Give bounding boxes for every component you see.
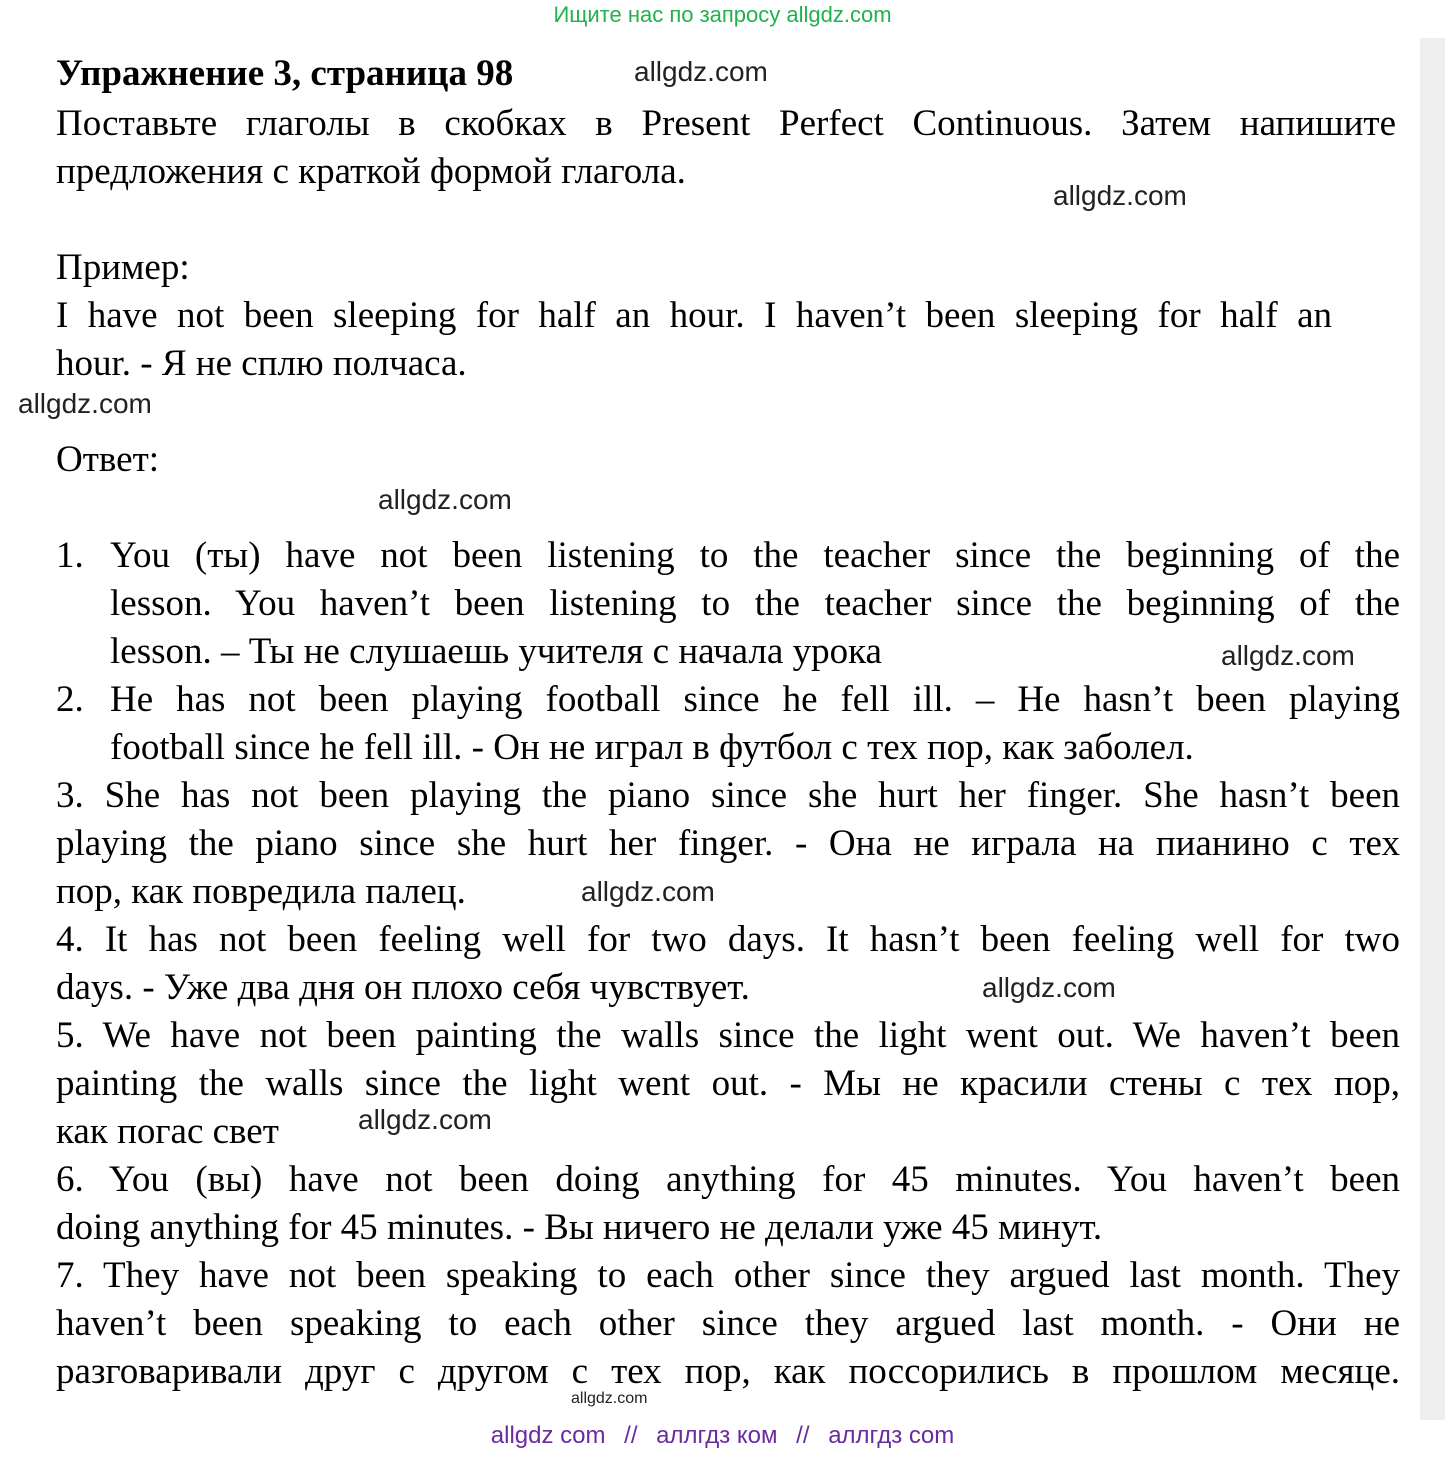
answer-line: doing anything for 45 minutes. - Вы ничего не делали уже 45 минут. [56, 1207, 1103, 1248]
answer-line: как погас свет [56, 1111, 279, 1152]
answer-paragraph [56, 916, 1400, 1012]
scrollbar[interactable] [1420, 38, 1445, 1420]
example-line: I have not been sleeping for half an hour. I haven’t been sleeping for half an [56, 295, 1332, 336]
answer-line: 6. You (вы) have not been doing anything for 45 minutes. You haven’t been [56, 1159, 1400, 1200]
answer-line: 7. They have not been speaking to each other since they argued last month. They [56, 1255, 1400, 1296]
list-item-line: lesson. – Ты не слушаешь учителя с начала урока [110, 631, 882, 672]
list-item [56, 676, 1400, 772]
list-item-line: lesson. You haven’t been listening to the teacher since the beginning of the [110, 583, 1400, 624]
instruction-line: предложения с краткой формой глагола. [56, 151, 686, 192]
answer-line: days. - Уже два дня он плохо себя чувствует. [56, 967, 750, 1008]
page-title: Упражнение 3, страница 98 [56, 53, 514, 94]
answer-line: 4. It has not been feeling well for two days. It hasn’t been feeling well for two [56, 919, 1400, 960]
footer-separator: // [624, 1422, 638, 1449]
list-item-line: football since he fell ill. - Он не играл в футбол с тех пор, как заболел. [110, 727, 1194, 768]
footer-link-allgdz[interactable]: allgdz com [490, 1422, 606, 1449]
answer-line: haven’t been speaking to each other since they argued last month. - Они не [56, 1303, 1400, 1344]
watermark: allgdz.com [581, 876, 715, 907]
list-item-number: 1. [56, 535, 84, 576]
answer-line: пор, как повредила палец. [56, 871, 466, 912]
watermark: allgdz.com [18, 388, 152, 419]
answer-paragraph [56, 1012, 1400, 1156]
list-item-line: He has not been playing football since he fell ill. – He hasn’t been playing [110, 679, 1400, 720]
example-label: Пример: [56, 247, 190, 288]
list-item [56, 532, 1400, 676]
top-banner[interactable]: Ищите нас по запросу allgdz.com [553, 2, 892, 27]
watermark: allgdz.com [982, 972, 1116, 1003]
watermark: allgdz.com [378, 484, 512, 515]
answer-line: 3. She has not been playing the piano since she hurt her finger. She hasn’t been [56, 775, 1400, 816]
answer-paragraph [56, 1156, 1400, 1252]
watermark: allgdz.com [634, 56, 768, 87]
answer-line: playing the piano since she hurt her finger. - Она не играла на пианино с тех [56, 823, 1400, 864]
answer-paragraph [56, 772, 1400, 916]
answer-line: разговаривали друг с другом с тех пор, как поссорились в прошлом месяце. [56, 1351, 1400, 1392]
watermark: allgdz.com [358, 1104, 492, 1135]
footer-separator: // [796, 1422, 810, 1449]
example [56, 292, 1332, 388]
watermark: allgdz.com [1053, 180, 1187, 211]
example-line: hour. - Я не сплю полчаса. [56, 343, 467, 384]
list-item-line: You (ты) have not been listening to the teacher since the beginning of the [110, 535, 1400, 576]
answer-paragraph [56, 1252, 1400, 1396]
answer-line: 5. We have not been painting the walls since the light went out. We haven’t been [56, 1015, 1400, 1056]
instruction-line: Поставьте глаголы в скобках в Present Perfect Continuous. Затем напишите [56, 103, 1396, 144]
watermark: allgdz.com [571, 1390, 648, 1407]
list-item-number: 2. [56, 679, 84, 720]
footer-link-allgdz-com[interactable]: аллгдз com [828, 1422, 955, 1449]
footer-link-allgdz-kom[interactable]: аллгдз ком [656, 1422, 778, 1449]
answer-label: Ответ: [56, 439, 160, 480]
footer-links [0, 1422, 1445, 1450]
instruction [56, 100, 1396, 196]
answer-line: painting the walls since the light went out. - Мы не красили стены с тех пор, [56, 1063, 1400, 1104]
watermark: allgdz.com [1221, 640, 1355, 671]
